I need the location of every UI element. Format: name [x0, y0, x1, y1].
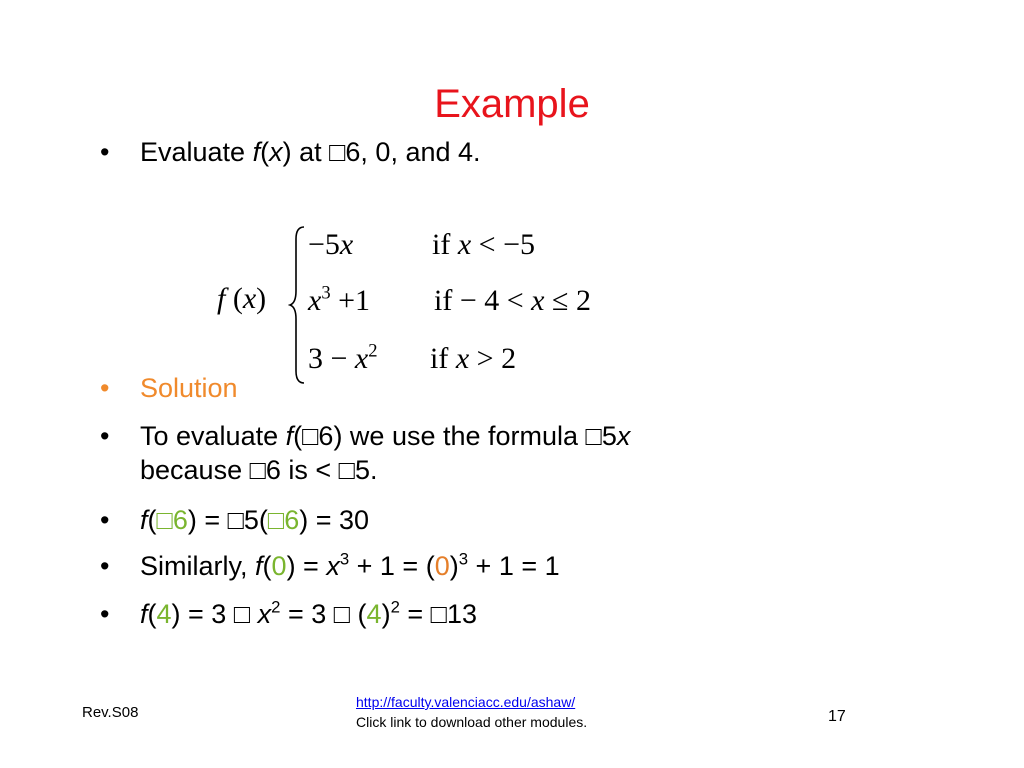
case-2-expr: $x^3 +1$: [308, 282, 371, 317]
footer-note: Click link to download other modules.: [356, 714, 588, 730]
bullet-text: Similarly, $f(0) = x^3 + 1 = (0)^3 + 1 = 1$: [140, 549, 560, 581]
equation-lhs: f (x): [217, 282, 267, 315]
solution-heading: Solution: [140, 373, 238, 403]
bullet-dot: •: [100, 421, 110, 451]
bullet-dot: •: [100, 137, 110, 167]
case-3-cond: if x > 2: [430, 342, 517, 375]
bullet-text: f(4) = 3 □ $x^2 = 3$ □ $(4)^2$ = □13: [140, 597, 478, 629]
case-3-expr: $3 - x^2$: [308, 340, 378, 375]
case-2-cond: if − 4 < x ≤ 2: [434, 284, 591, 317]
modules-link[interactable]: http://faculty.valenciacc.edu/ashaw/: [356, 694, 576, 710]
left-brace: [288, 225, 308, 385]
bullet-text: To evaluate f(□6) we use the formula □5x: [140, 421, 631, 451]
bullet-dot: •: [100, 551, 110, 581]
case-1-expr: −5x: [308, 228, 354, 261]
revision-label: Rev.S08: [82, 704, 139, 721]
slide-title: Example: [434, 82, 590, 126]
bullet-dot: •: [100, 505, 110, 535]
bullet-dot: •: [100, 373, 110, 403]
bullet-text: f(□6) = □5(□6) = 30: [140, 505, 370, 535]
case-1-cond: if x < −5: [432, 228, 535, 261]
page-number: 17: [828, 708, 846, 725]
bullet-dot: •: [100, 599, 110, 629]
bullet-text-line2: because □6 is < □5.: [140, 455, 378, 485]
bullet-text: Evaluate f(x) at □6, 0, and 4.: [140, 137, 481, 167]
